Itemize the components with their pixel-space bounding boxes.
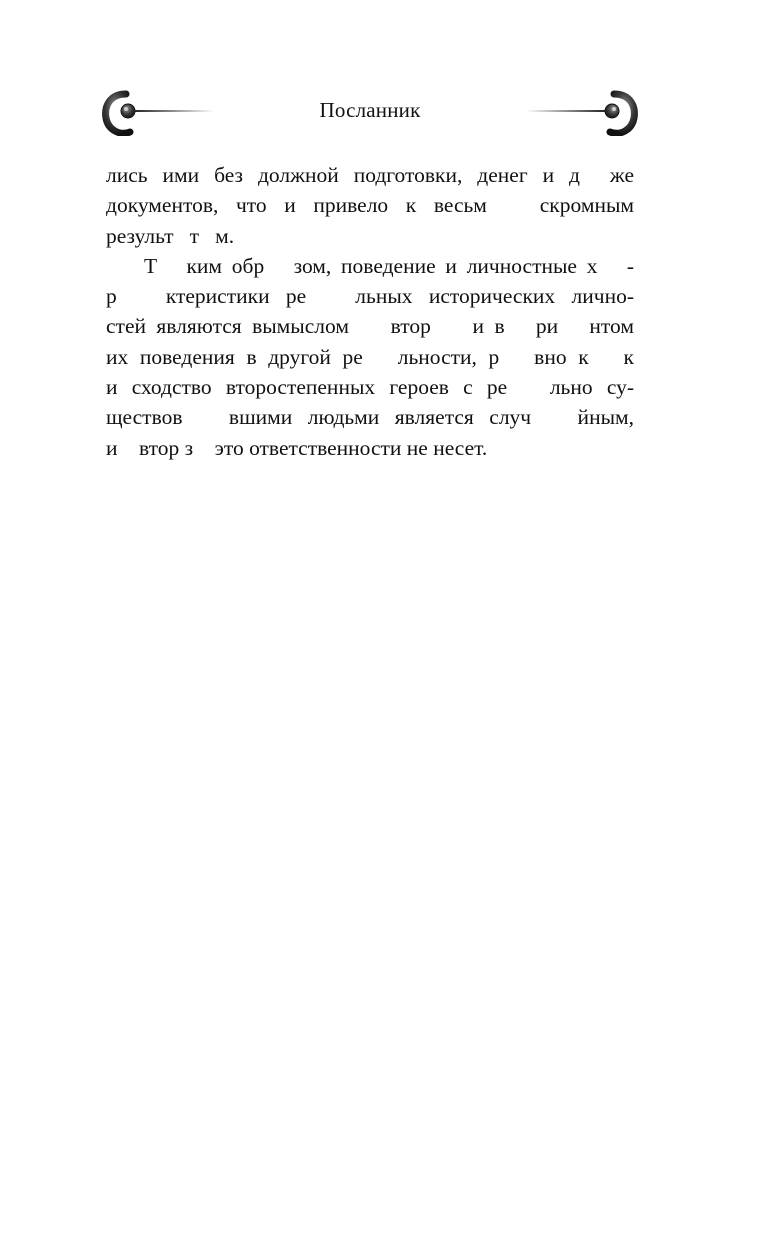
text-line: стей являются вымыслом втор и в ри нтом — [106, 314, 634, 339]
text-line: лись ими без должной подготовки, денег и д же — [106, 163, 634, 187]
text-line: ществов вшими людьми является случ йным, — [106, 405, 634, 430]
text-line: р ктеристики ре льных исторических лично- — [106, 284, 634, 309]
text-line: и сходство второстепенных героев с ре льно су- — [106, 375, 634, 400]
text-line: результ т м. — [106, 223, 235, 248]
running-header — [100, 80, 640, 140]
text-line: их поведения в другой ре льности, р вно к к — [106, 344, 634, 369]
text-line: документов, что и привело к весьм скромным — [106, 193, 634, 218]
text-line: и втор з это ответственности не несет. — [106, 435, 488, 460]
page-body-text — [106, 160, 634, 463]
text-line: Т ким обр зом, поведение и личностные х - — [144, 253, 634, 278]
running-title: Посланник — [319, 98, 421, 122]
ring-ornament-icon — [520, 86, 640, 136]
